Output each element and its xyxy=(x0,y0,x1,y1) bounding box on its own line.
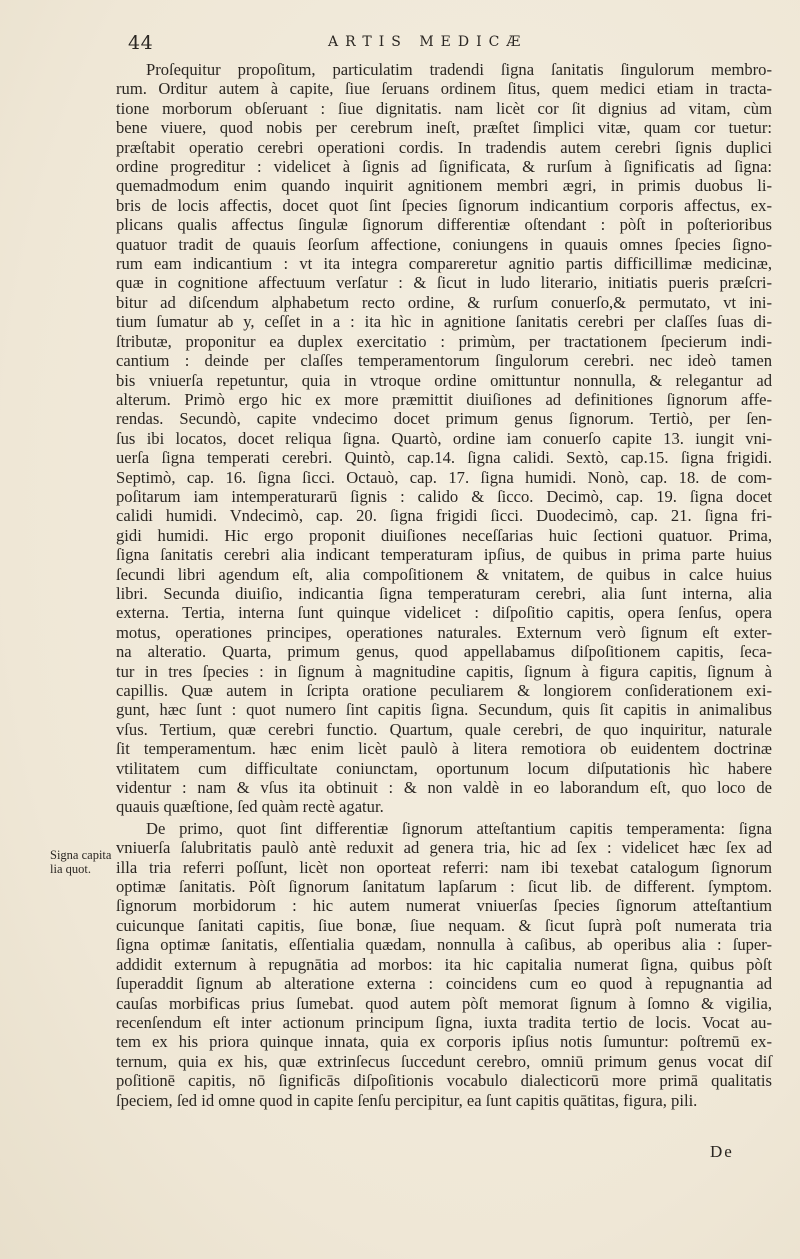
body-text xyxy=(116,60,772,1110)
text-line: ſigna optimæ ſanitatis, eſſentialia quædam, nonnulla à caſibus, ab operibus alia : ſuper- xyxy=(116,935,772,955)
text-line: rendas. Secundò, capite vndecimo docet primum genus ſignorum. Tertiò, per ſen- xyxy=(116,409,772,429)
text-line: poſitionē capitis, nō ſignificās diſpoſitionis vocabulo dialecticorū more primā qualitatis xyxy=(116,1071,772,1091)
page-number: 44 xyxy=(128,32,154,54)
text-line: quauis quæſtione, ſed quàm rectè agatur. xyxy=(116,797,384,817)
text-line: cuicunque ſanitati capitis, ſiue bonæ, ſiue nequam. & ſicut ſuprà poſt numerata tria xyxy=(116,915,772,935)
text-line: videntur : nam & vſus ita obtinuit : & non valdè in eo laborandum eſt, quo loco de xyxy=(116,778,772,798)
running-head: ARTIS MEDICÆ xyxy=(328,34,528,50)
text-line: illa tria referri poſſunt, licèt non oporteat referri: nam ibi texebat catalogum ſignorum xyxy=(116,857,772,877)
text-line: recenſendum eſt inter actionum principum ſigna, iuxta tradita tertio de locis. Vocat au- xyxy=(116,1012,772,1032)
text-line: capillis. Quæ autem in ſcripta oratione peculiarem & longiorem conſiderationem exi- xyxy=(116,681,772,700)
text-line: ſit temperamentum. hæc enim licèt paulò à litera remotiora ob euidentem doctrinæ xyxy=(116,739,772,759)
text-line: bis vniuerſa repetuntur, quia in vtroque ordine omittuntur nonnulla, & relegantur ad xyxy=(116,370,772,390)
text-line: tium ſumatur ab y, ceſſet in a : ita hìc in agnitione ſanitatis cerebri per claſſes ſuas di- xyxy=(116,312,772,332)
text-line: ternum, quia ex his, quæ extrinſecus ſuccedunt cerebro, omniū primum genus vocat diſ xyxy=(116,1051,772,1071)
text-line: ſuperaddit ſignum ab alteratione externa : coincidens cum eo quod à repugnantia ad xyxy=(116,974,772,994)
text-line: quæ in cognitione affectuum verſatur : & ſicut in ludo literario, initiatis pueris præſcri- xyxy=(116,273,772,293)
text-line: uerſa ſigna temperati cerebri. Quintò, cap.14. ſigna calidi. Sextò, cap.15. ſigna frigidi. xyxy=(116,448,772,468)
text-line: gidi humidi. Hic ergo proponit diuiſiones neceſſarias huic ſectioni quatuor. Prima, xyxy=(116,525,772,545)
text-line: ſigna ſanitatis cerebri alia indicant temperaturam ipſius, de quibus in prima parte huius xyxy=(116,545,772,565)
text-line: poſitarum iam intemperaturarū ſignis : calido & ſicco. Decimò, cap. 19. ſigna docet xyxy=(116,486,772,506)
margin-note-line: Signa capita xyxy=(50,848,112,862)
text-line: Septimò, cap. 16. ſigna ſicci. Octauò, cap. 17. ſigna humidi. Nonò, cap. 18. de com- xyxy=(116,467,772,487)
text-line: rum. Orditur autem à capite, ſiue ſeruans ordinem ſitus, quem medici etiam in tracta- xyxy=(116,79,772,99)
margin-note xyxy=(50,848,120,876)
text-line: vniuerſa ſalubritatis paulò antè reduxit ad genera tria, hic ad ſex : videlicet hæc ſex ad xyxy=(116,838,772,858)
text-line: bitur ad diſcendum alphabetum recto ordine, & rurſum conuerſo,& permutato, vt ini- xyxy=(116,292,772,312)
text-line: ſignorum morbidorum : hic autem numerat vniuerſas ſpecies ſignorum atteſtantium xyxy=(116,896,772,916)
text-line: tione morborum obſeruant : ſiue dignitatis. nam licèt cor ſit dignius ad vitam, cùm xyxy=(116,98,772,118)
page-header xyxy=(128,30,768,58)
text-line: na alteratio. Quarta, primum genus, quod appellabamus diſpoſitionem capitis, ſeca- xyxy=(116,642,772,662)
text-line: ſpeciem, ſed id omne quod in capite ſenſu percipitur, ea ſunt capitis quātitas, figura, pili. xyxy=(116,1090,698,1110)
text-line: præſtabit operatio cerebri operationi cordis. In tradendis autem cerebri ſignis duplici xyxy=(116,137,772,157)
margin-note-line: lia quot. xyxy=(50,862,91,876)
text-line: motus, operationes principes, operationes naturales. Externum verò ſignum eſt exter- xyxy=(116,622,772,642)
text-line: ſtributæ, proponitur ea duplex exercitatio : primùm, per tractationem ſpecierum indi- xyxy=(116,331,772,351)
text-line: alterum. Primò ergo hic ex more præmittit diuiſiones ad definitiones ſignorum affe- xyxy=(116,389,772,409)
text-line: cauſas morbificas prius ſumebat. quod autem pòſt memorat ſignum à ſomno & vigilia, xyxy=(116,993,772,1013)
text-line: ſecundi libri agendum eſt, alia compoſitionem & vnitatem, de quibus in calce huius xyxy=(116,564,772,584)
text-line: externa. Tertia, interna ſunt quinque videlicet : diſpoſitio capitis, opera ſenſus, opera xyxy=(116,603,772,623)
text-line: bris de locis affectis, docet quot ſint ſpecies ſignorum indicantium corporis affectus, ex- xyxy=(116,195,772,215)
text-line: optimæ ſanitatis. Pòſt ſignorum ſanitatum lapſarum : ſicut lib. de different. ſymptom. xyxy=(116,877,772,897)
text-line: quatuor tradit de quauis ſeorſum affectione, coniungens in quauis omnes ſpecies ſigno- xyxy=(116,234,772,254)
text-line: tur in tres ſpecies : in ſignum à magnitudine capitis, ſignum à figura capitis, ſignum à xyxy=(116,661,772,681)
text-line: De primo, quot ſint differentiæ ſignorum atteſtantium capitis temperamenta: ſigna xyxy=(146,818,772,838)
text-line: addidit externum à repugnātia ad morbos: ita hic capitalia numerat ſigna, quibus pòſt xyxy=(116,954,772,974)
text-line: calidi humidi. Vndecimò, cap. 20. ſigna frigidi ſicci. Duodecimò, cap. 21. ſigna fri- xyxy=(116,506,772,526)
text-line: vſus. Tertium, quæ cerebri functio. Quartum, quale cerebri, de quo inquiritur, naturale xyxy=(116,719,772,739)
catchword: De xyxy=(710,1142,734,1161)
text-line: gunt, hæc ſunt : quot numero ſint capitis ſigna. Secundum, quis ſit capitis in animalibus xyxy=(116,700,772,720)
text-line: quemadmodum enim quando inquirit agnitionem membri ægri, in primis duobus li- xyxy=(116,176,772,196)
paragraph-1 xyxy=(116,60,772,817)
text-line: rum eam indicantium : vt ita integra compareretur agnitio partis difficillimæ medicinæ, xyxy=(116,254,772,274)
text-line: tem ex his priora quinque innata, quia ex corporis ipſius notis ſumuntur: poſtremū ex- xyxy=(116,1032,772,1052)
text-line: ordine progreditur : videlicet à ſignis ad ſignificata, & rurſum à ſignificatis ad ſigna: xyxy=(116,157,772,177)
text-line: Proſequitur propoſitum, particulatim tradendi ſigna ſanitatis ſingulorum membro- xyxy=(146,60,772,79)
text-line: cantium : deinde per claſſes temperamentorum ſingulorum cerebri. nec ideò tamen xyxy=(116,351,772,371)
text-line: libri. Secunda diuiſio, indicantia ſigna temperaturam cerebri, alia ſunt interna, alia xyxy=(116,583,772,603)
text-line: plicans qualis affectus ſingulæ ſignorum differentiæ oſtendant : pòſt in poſterioribus xyxy=(116,215,772,235)
text-line: ſus ibi locatos, docet reliqua ſigna. Quartò, ordine iam conuerſo capite 13. iungit vni- xyxy=(116,428,772,448)
paragraph-2 xyxy=(116,819,772,1110)
text-line: vtilitatem cum difficultate coniunctam, oportunum locum diſputationis hìc habere xyxy=(116,758,772,778)
text-line: bene viuere, quod nobis per cerebrum ineſt, præſtet ſimplici vitæ, quam cor tuetur: xyxy=(116,118,772,138)
